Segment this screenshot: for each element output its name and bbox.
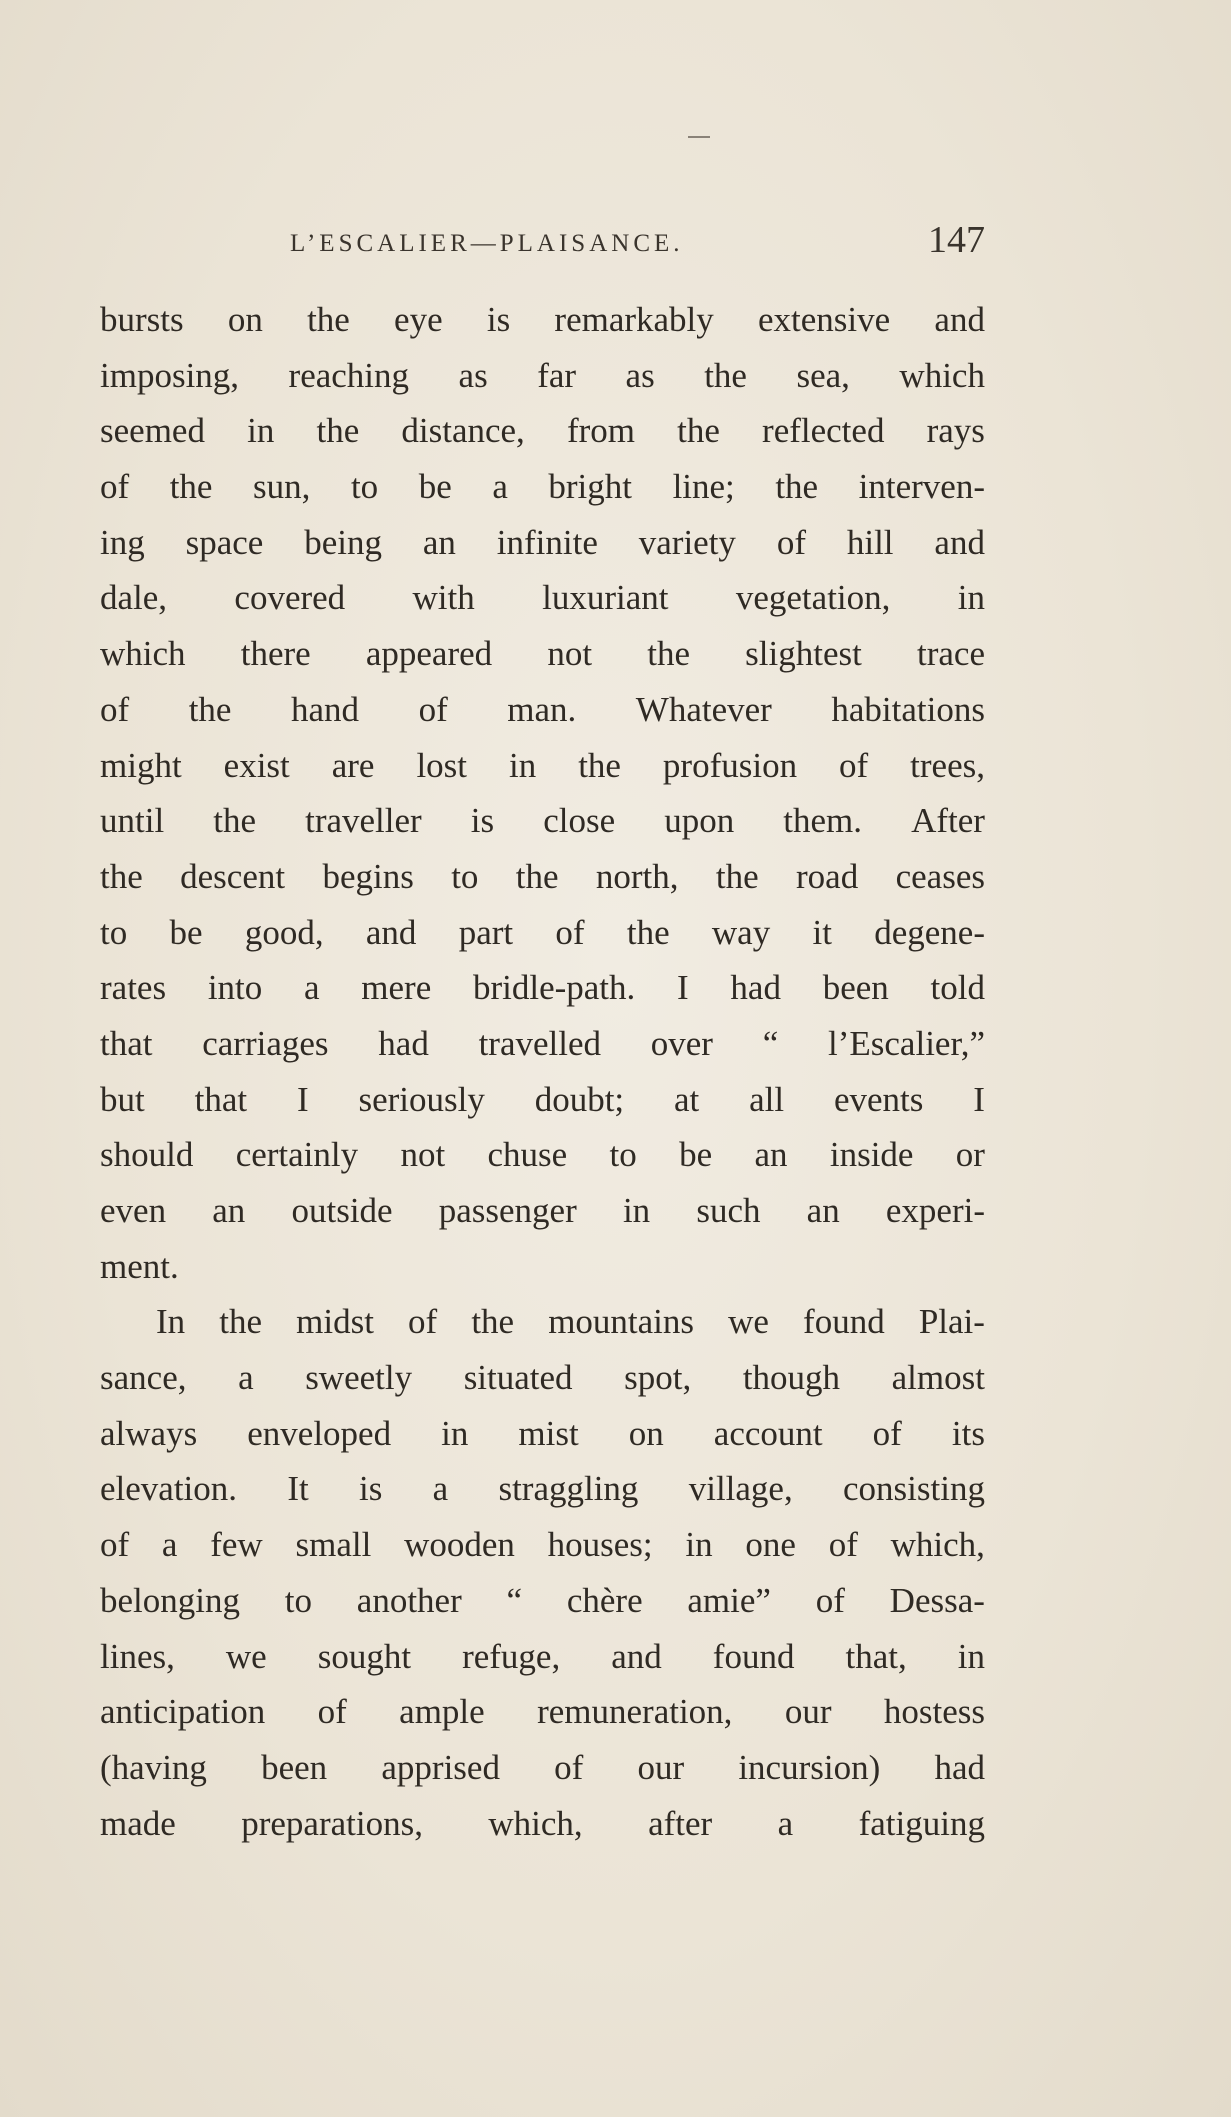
word: been — [822, 968, 889, 1008]
word: a — [238, 1358, 254, 1398]
word: the — [100, 856, 143, 896]
word: of — [776, 522, 806, 562]
text-line — [100, 459, 985, 515]
word: mere — [361, 968, 432, 1008]
word: seemed — [100, 411, 205, 451]
word: wooden — [404, 1525, 515, 1565]
word: bright — [548, 467, 633, 507]
word: remuneration, — [537, 1692, 733, 1732]
running-head-title: L’ESCALIER—PLAISANCE. — [290, 230, 684, 257]
word: variety — [638, 522, 736, 562]
word: and — [611, 1636, 662, 1676]
word: which — [899, 355, 985, 395]
word: after — [648, 1803, 713, 1843]
word: travelled — [478, 1023, 602, 1063]
word: I — [677, 968, 689, 1008]
word: elevation. — [100, 1469, 238, 1509]
text-line — [100, 626, 985, 682]
word: and — [934, 300, 985, 339]
word: that, — [845, 1636, 907, 1676]
text-line — [100, 1629, 985, 1685]
word: the — [647, 634, 690, 674]
word: made — [100, 1803, 176, 1843]
word: In — [156, 1302, 186, 1342]
word: the — [775, 467, 819, 507]
word: of — [828, 1525, 858, 1565]
word: the — [677, 411, 720, 451]
word: exist — [223, 745, 290, 785]
word: a — [777, 1803, 794, 1843]
word: found — [712, 1636, 795, 1676]
word: degene- — [874, 912, 985, 952]
word: consisting — [843, 1469, 985, 1509]
word: them. — [783, 801, 863, 841]
running-head — [100, 218, 985, 268]
word: rays — [926, 411, 985, 451]
word: the — [307, 300, 350, 339]
word: trace — [917, 634, 985, 674]
word: sought — [317, 1636, 412, 1676]
word: the — [715, 856, 759, 896]
word: seriously — [358, 1079, 485, 1119]
text-line — [100, 403, 985, 459]
word: it — [812, 912, 832, 952]
word: to — [100, 912, 128, 952]
word: houses; — [547, 1525, 653, 1565]
word: is — [470, 801, 495, 841]
word: events — [833, 1079, 924, 1119]
word: sance, — [100, 1358, 187, 1398]
word: of — [839, 745, 869, 785]
word: Whatever — [635, 689, 772, 729]
word: is — [358, 1469, 383, 1509]
word: to — [609, 1135, 637, 1175]
word: is — [486, 300, 511, 339]
word: inside — [829, 1135, 914, 1175]
word: experi- — [885, 1191, 985, 1230]
word: reaching — [288, 355, 410, 395]
top-dash-mark — [688, 136, 710, 138]
word: being — [304, 522, 382, 562]
word: situated — [463, 1358, 573, 1398]
word: descent — [180, 856, 286, 896]
word: appeared — [365, 634, 493, 674]
word: our — [784, 1692, 832, 1732]
word: the — [219, 1302, 263, 1342]
word: or — [955, 1135, 985, 1175]
word: sea, — [796, 355, 850, 395]
word: with — [412, 578, 475, 618]
text-line — [100, 1016, 985, 1072]
word: had — [934, 1747, 985, 1787]
word: one — [745, 1525, 796, 1565]
word: trees, — [910, 745, 985, 785]
word: interven- — [858, 467, 985, 507]
word: on — [227, 300, 263, 339]
text-line — [100, 849, 985, 905]
word: we — [728, 1302, 769, 1342]
word: man. — [507, 689, 577, 729]
word: bridle-path. — [472, 968, 636, 1008]
word: the — [578, 745, 621, 785]
word: anticipation — [100, 1692, 266, 1732]
word: begins — [322, 856, 414, 896]
word: our — [637, 1747, 685, 1787]
word: It — [287, 1469, 309, 1509]
word: another — [356, 1580, 462, 1620]
word: passenger — [438, 1191, 577, 1230]
word: imposing, — [100, 355, 240, 395]
word: chuse — [487, 1135, 568, 1175]
word: mist — [518, 1413, 579, 1453]
word: had — [730, 968, 781, 1008]
word: few — [210, 1525, 263, 1565]
word: to — [284, 1580, 312, 1620]
word: not — [400, 1135, 446, 1175]
word: into — [207, 968, 263, 1008]
word: even — [100, 1191, 167, 1230]
word: the — [213, 801, 257, 841]
text-line — [100, 905, 985, 961]
word: of — [815, 1580, 845, 1620]
text-line — [100, 1684, 985, 1740]
word: distance, — [401, 411, 525, 451]
word: way — [711, 912, 771, 952]
word: dale, — [100, 578, 168, 618]
word: which, — [488, 1803, 583, 1843]
word: an — [212, 1191, 246, 1230]
word: extensive — [758, 300, 891, 339]
word: had — [378, 1023, 429, 1063]
word: and — [934, 522, 985, 562]
word: belonging — [100, 1580, 240, 1620]
word: the — [471, 1302, 515, 1342]
word: the — [626, 912, 670, 952]
word: I — [296, 1079, 309, 1119]
text-line — [100, 793, 985, 849]
word: sweetly — [305, 1358, 413, 1398]
word: ceases — [895, 856, 985, 896]
word: straggling — [498, 1469, 639, 1509]
word: carriages — [202, 1023, 329, 1063]
word: been — [261, 1747, 328, 1787]
word: the — [316, 411, 360, 451]
word: of — [100, 467, 130, 507]
word: such — [696, 1191, 761, 1230]
word: north, — [595, 856, 679, 896]
word: a — [432, 1469, 449, 1509]
word: bursts — [100, 300, 184, 339]
word: ing — [100, 522, 145, 562]
word: be — [679, 1135, 713, 1175]
word: to — [451, 856, 479, 896]
text-line — [100, 1573, 985, 1629]
text-line — [100, 1127, 985, 1183]
text-line — [100, 1183, 985, 1239]
word: space — [185, 522, 264, 562]
word: vegetation, — [735, 578, 891, 618]
text-line — [100, 292, 985, 348]
word: preparations, — [241, 1803, 423, 1843]
word: upon — [664, 801, 735, 841]
word: infinite — [496, 522, 598, 562]
word: be — [418, 467, 452, 507]
word: hill — [846, 522, 894, 562]
word: refuge, — [462, 1636, 561, 1676]
word: slightest — [745, 634, 862, 674]
word: and — [365, 912, 417, 952]
text-line — [100, 738, 985, 794]
word: part — [458, 912, 514, 952]
word: an — [754, 1135, 788, 1175]
word: lost — [416, 745, 468, 785]
word: a — [304, 968, 320, 1008]
word: close — [543, 801, 616, 841]
word: in — [622, 1191, 651, 1230]
word: that — [194, 1079, 248, 1119]
word: until — [100, 801, 165, 841]
text-line — [100, 1517, 985, 1573]
text-line — [100, 1350, 985, 1406]
word: apprised — [381, 1747, 500, 1787]
word: on — [628, 1413, 664, 1453]
word: ample — [399, 1692, 485, 1732]
word: lines, — [100, 1636, 175, 1676]
word: which — [100, 634, 186, 674]
word: (having — [100, 1747, 207, 1787]
word: of — [100, 689, 130, 729]
page-number: 147 — [928, 219, 985, 261]
word: of — [872, 1413, 902, 1453]
word: covered — [234, 578, 346, 618]
word: be — [169, 912, 203, 952]
word: l’Escalier,” — [828, 1023, 985, 1063]
word: we — [225, 1636, 267, 1676]
word: spot, — [624, 1358, 692, 1398]
word: an — [806, 1191, 840, 1230]
word: “ — [506, 1580, 523, 1620]
word: of — [554, 1747, 584, 1787]
word: the — [169, 467, 213, 507]
text-line — [100, 1406, 985, 1462]
word: in — [247, 411, 275, 451]
word: over — [650, 1023, 713, 1063]
word: habitations — [831, 689, 985, 729]
word: to — [350, 467, 379, 507]
word: there — [240, 634, 311, 674]
text-line — [100, 570, 985, 626]
word: which, — [890, 1525, 985, 1565]
word: I — [973, 1079, 985, 1119]
text-line — [100, 1072, 985, 1128]
word: of — [317, 1692, 347, 1732]
text-line — [100, 515, 985, 571]
word: incursion) — [738, 1747, 881, 1787]
word: a — [161, 1525, 178, 1565]
word: from — [566, 411, 635, 451]
word: outside — [291, 1191, 393, 1230]
word: in — [957, 1636, 985, 1676]
word: of — [100, 1525, 130, 1565]
word: luxuriant — [542, 578, 669, 618]
word: hostess — [883, 1692, 985, 1732]
word: Plai- — [918, 1302, 985, 1342]
word: an — [422, 522, 456, 562]
word: good, — [244, 912, 324, 952]
word: the — [515, 856, 559, 896]
body-text — [100, 292, 985, 1851]
word: amie” — [687, 1580, 771, 1620]
word: in — [685, 1525, 713, 1565]
word: certainly — [235, 1135, 359, 1175]
word: fatiguing — [858, 1803, 985, 1843]
text-line — [100, 682, 985, 738]
word: remarkably — [554, 300, 714, 339]
word: as — [625, 355, 655, 395]
word: but — [100, 1079, 145, 1119]
text-line — [100, 960, 985, 1016]
word: Dessa- — [889, 1580, 985, 1620]
word: that — [100, 1023, 153, 1063]
word: always — [100, 1413, 198, 1453]
word: are — [331, 745, 375, 785]
word: almost — [891, 1358, 985, 1398]
word: rates — [100, 968, 167, 1008]
text-line: ment. — [100, 1246, 179, 1286]
word: in — [508, 745, 537, 785]
word: in — [957, 578, 985, 618]
word: sun, — [253, 467, 311, 507]
word: as — [458, 355, 488, 395]
word: account — [713, 1413, 823, 1453]
word: hand — [290, 689, 360, 729]
word: traveller — [305, 801, 422, 841]
word: of — [408, 1302, 438, 1342]
word: chère — [566, 1580, 643, 1620]
word: doubt; — [534, 1079, 625, 1119]
word: of — [418, 689, 448, 729]
word: though — [742, 1358, 841, 1398]
word: line; — [672, 467, 735, 507]
word: a — [492, 467, 508, 507]
word: midst — [296, 1302, 374, 1342]
text-line — [100, 1461, 985, 1517]
word: in — [441, 1413, 469, 1453]
word: reflected — [762, 411, 885, 451]
word: told — [930, 968, 985, 1008]
word: not — [547, 634, 593, 674]
text-line — [100, 348, 985, 404]
word: might — [100, 745, 182, 785]
word: profusion — [662, 745, 798, 785]
word: enveloped — [247, 1413, 392, 1453]
word: the — [188, 689, 232, 729]
word: After — [911, 801, 985, 841]
word: all — [749, 1079, 785, 1119]
text-line — [100, 1740, 985, 1796]
word: of — [555, 912, 585, 952]
word: its — [951, 1413, 985, 1453]
word: at — [674, 1079, 700, 1119]
word: eye — [394, 300, 443, 339]
word: should — [100, 1135, 194, 1175]
word: small — [295, 1525, 372, 1565]
word: mountains — [548, 1302, 695, 1342]
word: found — [803, 1302, 885, 1342]
text-line — [100, 1294, 985, 1350]
text-line — [100, 1796, 985, 1852]
word: “ — [762, 1023, 779, 1063]
word: the — [704, 355, 747, 395]
word: far — [537, 355, 577, 395]
word: village, — [688, 1469, 793, 1509]
word: road — [796, 856, 859, 896]
